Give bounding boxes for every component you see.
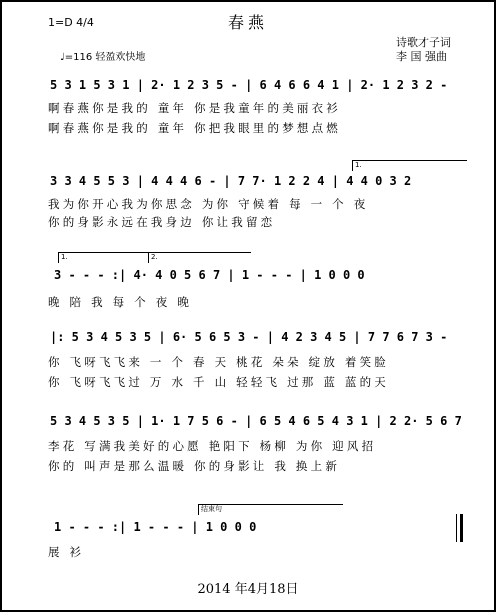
system-5-lyrics-verse-1: 李花 写满我美好的心愿 艳阳下 杨柳 为你 迎风招: [48, 439, 377, 453]
system-3-notes: 3 - - - :| 4· 4 0 5 6 7 | 1 - - - | 1 0 0 0: [54, 268, 365, 282]
system-6-lyrics: 展 衫: [48, 545, 85, 559]
system-1-notes: 5 3 1 5 3 1 | 2· 1 2 3 5 - | 6 4 6 6 4 1 | 2· 1 2 3 2 -: [50, 78, 448, 92]
system-1-lyrics-verse-1: 啊春燕你是我的 童年 你是我童年的美丽衣衫: [48, 101, 342, 115]
volta-first-ending-a: 1.: [352, 160, 467, 171]
final-barline: [460, 514, 463, 542]
volta-first-ending-b: 1.: [58, 252, 149, 263]
lyricist-credit: 诗歌才子词: [396, 36, 451, 49]
volta-coda-ending: 结束句: [198, 504, 343, 515]
final-barline-thin: [456, 514, 457, 542]
key-signature: 1=D 4/4: [48, 16, 94, 29]
system-4-lyrics-verse-1: 你 飞呀飞飞来 一 个 春 天 桃花 朵朵 绽放 着笑脸: [48, 355, 389, 369]
song-title: 春燕: [227, 13, 268, 32]
system-2-lyrics-verse-1: 我为你开心我为你思念 为你 守候着 每 一 个 夜: [48, 197, 369, 211]
system-1-lyrics-verse-2: 啊春燕你是我的 童年 你把我眼里的梦想点燃: [48, 121, 342, 135]
volta-second-ending: 2.: [148, 252, 251, 263]
system-5-lyrics-verse-2: 你的 叫声是那么温暖 你的身影让 我 换上新: [48, 459, 341, 473]
system-4-lyrics-verse-2: 你 飞呀飞飞过 万 水 千 山 轻轻飞 过那 蓝 蓝的天: [48, 375, 389, 389]
date-stamp: 2014 年4月18日: [197, 582, 299, 597]
system-6-notes: 1 - - - :| 1 - - - | 1 0 0 0: [54, 520, 257, 534]
composer-credit: 李 国 强曲: [396, 50, 447, 63]
system-5-notes: 5 3 4 5 3 5 | 1· 1 7 5 6 - | 6 5 4 6 5 4 3 1 | 2 2· 5 6 7: [50, 414, 462, 428]
system-2-notes: 3 3 4 5 5 3 | 4 4 4 6 - | 7 7· 1 2 2 4 | 4 4 0 3 2: [50, 174, 412, 188]
tempo-marking: ♩=116 轻盈欢快地: [60, 52, 146, 63]
system-2-lyrics-verse-2: 你的身影永远在我身边 你让我留恋: [48, 215, 276, 229]
system-4-notes: |: 5 3 4 5 3 5 | 6· 5 6 5 3 - | 4 2 3 4 5 | 7 7 6 7 3 -: [50, 330, 448, 344]
system-3-lyrics: 晚 陪 我 每 个 夜 晚: [48, 295, 193, 309]
